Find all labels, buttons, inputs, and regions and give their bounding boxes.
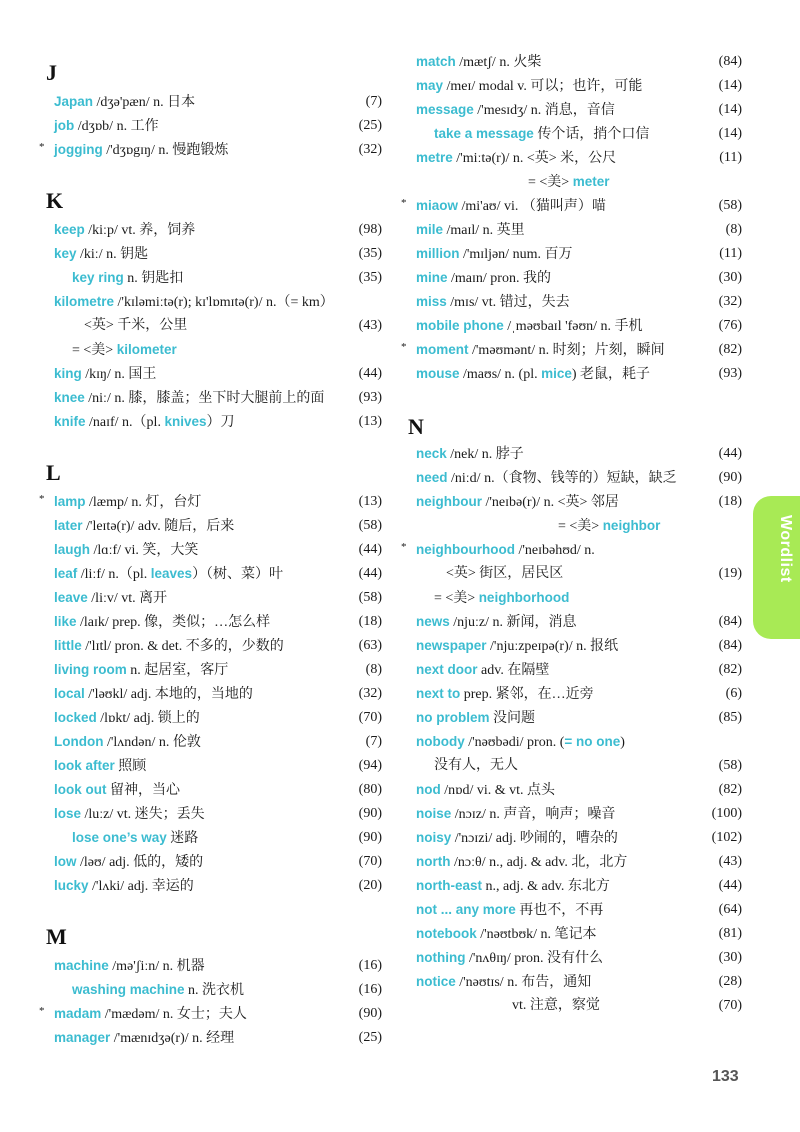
headword: no problem (416, 710, 490, 725)
page-reference: (6) (725, 686, 742, 701)
definition: /'nəʊbədi/ pron. ( (464, 735, 565, 750)
page-reference: (14) (718, 126, 742, 141)
definition: /niːd/ n.（食物、钱等的）短缺，缺乏 (447, 471, 677, 486)
wordlist-entry (46, 267, 386, 289)
headword: noise (416, 806, 452, 821)
section-letter-n: N (408, 414, 424, 439)
variant-headword: mice (541, 366, 572, 381)
wordlist-entry (408, 611, 746, 633)
wordlist-entry (46, 1003, 386, 1025)
headword: low (54, 854, 77, 869)
wordlist-entry (46, 683, 386, 705)
definition: vt. 注意，察觉 (512, 998, 600, 1013)
wordlist-entry (408, 467, 746, 489)
definition: /nek/ n. 脖子 (446, 447, 524, 462)
wordlist-entry (46, 115, 386, 137)
headword: take a message (434, 126, 534, 141)
page-reference: (90) (358, 830, 382, 845)
headword: Japan (54, 94, 94, 109)
wordlist-entry (46, 539, 386, 561)
page-number: 133 (712, 1068, 739, 1085)
page-reference: (63) (358, 638, 382, 653)
page-reference: (30) (718, 950, 742, 965)
page-reference: (64) (718, 902, 742, 917)
definition: /'məʊmənt/ n. 时刻；片刻，瞬间 (468, 343, 665, 358)
page-reference: (58) (718, 198, 742, 213)
headword: washing machine (72, 982, 185, 997)
definition-continued: ) 老鼠，耗子 (571, 367, 651, 382)
wordlist-entry (46, 707, 386, 729)
headword: miaow (416, 198, 459, 213)
wordlist-entry (46, 659, 386, 681)
variant-headword: neighborhood (478, 590, 570, 605)
wordlist-entry (408, 851, 746, 873)
definition: /mi'aʊ/ vi. （猫叫声）喵 (458, 199, 606, 214)
page-reference: (13) (358, 494, 382, 509)
page-reference: (58) (718, 758, 742, 773)
wordlist-entry (46, 243, 386, 265)
definition: /'njuːzpeɪpə(r)/ n. 报纸 (486, 639, 619, 654)
headword: lamp (54, 494, 86, 509)
headword: neighbour (416, 494, 482, 509)
wordlist-entry (408, 731, 746, 753)
headword: king (54, 366, 82, 381)
page-reference: (93) (718, 366, 742, 381)
variant-headword: = no one (564, 734, 621, 749)
wordlist-entry (46, 339, 386, 361)
headword: need (416, 470, 448, 485)
definition: = <美> (558, 519, 603, 534)
wordlist-entry (46, 851, 386, 873)
wordlist-entry (46, 1027, 386, 1049)
definition: /njuːz/ n. 新闻，消息 (449, 615, 577, 630)
variant-headword: knives (164, 414, 207, 429)
definition: /'leɪtə(r)/ adv. 随后，后来 (82, 519, 235, 534)
definition: /'lɪtl/ pron. & det. 不多的，少数的 (81, 639, 284, 654)
page-reference: (20) (358, 878, 382, 893)
page-reference: (28) (718, 974, 742, 989)
page-reference: (43) (358, 318, 382, 333)
definition-continued: ) (620, 735, 625, 750)
variant-headword: neighbor (602, 518, 661, 533)
page-reference: (8) (725, 222, 742, 237)
definition: /'dʒɒgɪŋ/ n. 慢跑锻炼 (102, 143, 229, 158)
page-reference: (32) (358, 686, 382, 701)
headword: look out (54, 782, 107, 797)
headword: million (416, 246, 460, 261)
headword: notice (416, 974, 456, 989)
definition: /niː/ n. 膝，膝盖；坐下时大腿前上的面 (84, 391, 325, 406)
headword: manager (54, 1030, 111, 1045)
headword: moment (416, 342, 469, 357)
wordlist-entry (46, 491, 386, 513)
page-reference: (16) (358, 958, 382, 973)
headword: message (416, 102, 474, 117)
headword: kilometre (54, 294, 115, 309)
page-reference: (76) (718, 318, 742, 333)
headword: north (416, 854, 451, 869)
headword: noisy (416, 830, 452, 845)
definition: /kɪŋ/ n. 国王 (81, 367, 157, 382)
page-reference: (14) (718, 78, 742, 93)
wordlist-entry (408, 243, 746, 265)
wordlist-entry (408, 515, 746, 537)
page-reference: (18) (718, 494, 742, 509)
page-reference: (35) (358, 246, 382, 261)
headword: machine (54, 958, 109, 973)
page-reference: (18) (358, 614, 382, 629)
definition: adv. 在隔壁 (477, 663, 550, 678)
definition: n. 起居室，客厅 (126, 663, 229, 678)
wordlist-entry (408, 219, 746, 241)
headword: neck (416, 446, 447, 461)
definition: 传个话，捎个口信 (533, 127, 650, 142)
wordlist-entry (408, 827, 746, 849)
page-reference: (70) (358, 710, 382, 725)
page-reference: (70) (358, 854, 382, 869)
wordlist-entry (408, 315, 746, 337)
definition: /nɔɪz/ n. 声音，响声；噪音 (451, 807, 616, 822)
wordlist-entry (408, 971, 746, 993)
page-reference: (70) (718, 998, 742, 1013)
section-letter-l: L (46, 460, 61, 485)
wordlist-entry (46, 779, 386, 801)
page-reference: (44) (358, 566, 382, 581)
page-reference: (82) (718, 342, 742, 357)
section-letter-m: M (46, 924, 67, 949)
wordlist-entry (408, 51, 746, 73)
wordlist-entry (408, 659, 746, 681)
headword: knife (54, 414, 86, 429)
definition: prep. 紧邻，在…近旁 (460, 687, 594, 702)
page-reference: (100) (711, 806, 742, 821)
page-reference: (25) (358, 118, 382, 133)
wordlist-entry (408, 171, 746, 193)
definition: /luːz/ vt. 迷失；丢失 (81, 807, 205, 822)
definition: 没有人，无人 (434, 758, 518, 773)
wordlist-entry (408, 75, 746, 97)
wordlist-entry (46, 411, 386, 433)
definition: /mɪs/ vt. 错过，失去 (446, 295, 570, 310)
headword: next to (416, 686, 461, 701)
definition: /laɪk/ prep. 像，类似；…怎么样 (76, 615, 271, 630)
variant-headword: kilometer (116, 342, 177, 357)
headword: next door (416, 662, 478, 677)
definition: /mætʃ/ n. 火柴 (455, 55, 542, 70)
definition: /maɪn/ pron. 我的 (447, 271, 551, 286)
page-reference: (44) (358, 542, 382, 557)
definition: /'mænɪdʒə(r)/ n. 经理 (110, 1031, 235, 1046)
headword: north-east (416, 878, 483, 893)
definition: 没问题 (489, 711, 535, 726)
wordlist-entry (408, 339, 746, 361)
definition: = <美> (72, 343, 117, 358)
definition: /liːv/ vt. 离开 (87, 591, 168, 606)
definition: /lɑːf/ vi. 笑，大笑 (90, 543, 199, 558)
wordlist-entry (46, 803, 386, 825)
wordlist-entry (46, 875, 386, 897)
headword: locked (54, 710, 97, 725)
wordlist-entry (46, 219, 386, 241)
page-reference: (80) (358, 782, 382, 797)
wordlist-entry (46, 139, 386, 161)
page-reference: (102) (711, 830, 742, 845)
definition-continued: ）刀 (206, 415, 235, 430)
page-reference: (44) (718, 446, 742, 461)
section-letter-k: K (46, 188, 64, 213)
wordlist-entry (46, 827, 386, 849)
headword: job (54, 118, 75, 133)
page-reference: (84) (718, 54, 742, 69)
wordlist-entry (408, 147, 746, 169)
definition: 照顾 (114, 759, 147, 774)
definition: /nɒd/ vi. & vt. 点头 (440, 783, 556, 798)
page-reference: (90) (718, 470, 742, 485)
definition: <英> 街区，居民区 (446, 566, 564, 581)
definition: /lɒkt/ adj. 锁上的 (96, 711, 200, 726)
section-letter-j: J (46, 60, 57, 85)
definition: /kiːp/ vt. 养，饲养 (84, 223, 196, 238)
page-reference: (11) (719, 246, 742, 261)
page-reference: (14) (718, 102, 742, 117)
headword: mile (416, 222, 444, 237)
definition: /'lʌki/ adj. 幸运的 (88, 879, 194, 894)
definition: /'neɪbəhʊd/ n. (514, 543, 595, 558)
definition: /kiː/ n. 钥匙 (76, 247, 149, 262)
page-reference: (84) (718, 638, 742, 653)
definition: /'nʌθɪŋ/ pron. 没有什么 (465, 951, 603, 966)
definition: /'nəʊtɪs/ n. 布告，通知 (455, 975, 592, 990)
headword: key (54, 246, 77, 261)
headword: leave (54, 590, 88, 605)
headword: little (54, 638, 82, 653)
headword: look after (54, 758, 115, 773)
definition: /'mædəm/ n. 女士；夫人 (101, 1007, 247, 1022)
wordlist-entry (408, 683, 746, 705)
headword: nod (416, 782, 441, 797)
page-reference: (44) (358, 366, 382, 381)
wordlist-entry (46, 315, 386, 337)
page-reference: (58) (358, 518, 382, 533)
page-reference: (93) (358, 390, 382, 405)
definition: <英> 千米，公里 (84, 318, 188, 333)
page-reference: (98) (358, 222, 382, 237)
definition: 再也不，不再 (515, 903, 604, 918)
headword: London (54, 734, 104, 749)
wordlist-entry (408, 995, 746, 1017)
wordlist-entry (46, 731, 386, 753)
headword: news (416, 614, 450, 629)
page-reference: (43) (718, 854, 742, 869)
headword: local (54, 686, 85, 701)
headword: nothing (416, 950, 466, 965)
variant-headword: meter (572, 174, 610, 189)
wordlist-entry (46, 979, 386, 1001)
variant-headword: leaves (150, 566, 193, 581)
headword: knee (54, 390, 85, 405)
page-reference: (32) (718, 294, 742, 309)
page-reference: (58) (358, 590, 382, 605)
definition: /'ləʊkl/ adj. 本地的，当地的 (84, 687, 253, 702)
headword: nobody (416, 734, 465, 749)
headword: living room (54, 662, 127, 677)
headword: madam (54, 1006, 102, 1021)
headword: keep (54, 222, 85, 237)
page-reference: (7) (365, 94, 382, 109)
wordlist-entry (408, 803, 746, 825)
wordlist-entry (46, 515, 386, 537)
definition: /naɪf/ n.（pl. (85, 415, 165, 430)
wordlist-entry (46, 291, 386, 313)
headword: miss (416, 294, 447, 309)
wordlist-entry (408, 443, 746, 465)
wordlist-entry (408, 635, 746, 657)
page-reference: (90) (358, 806, 382, 821)
wordlist-entry (408, 587, 746, 609)
wordlist-entry (408, 947, 746, 969)
headword: lose (54, 806, 82, 821)
page-reference: (30) (718, 270, 742, 285)
headword: mine (416, 270, 448, 285)
definition-continued: ）（树、菜）叶 (192, 567, 284, 582)
definition: /nɔːθ/ n., adj. & adv. 北，北方 (450, 855, 628, 870)
definition: 迷路 (166, 831, 199, 846)
wordlist-entry (408, 291, 746, 313)
definition: /maɪl/ n. 英里 (443, 223, 525, 238)
wordlist-entry (408, 707, 746, 729)
wordlist-entry (46, 563, 386, 585)
headword: like (54, 614, 77, 629)
headword: neighbourhood (416, 542, 515, 557)
definition: /liːf/ n.（pl. (77, 567, 151, 582)
page-reference: (94) (358, 758, 382, 773)
wordlist-entry (46, 955, 386, 977)
page-reference: (13) (358, 414, 382, 429)
wordlist-entry (46, 611, 386, 633)
headword: may (416, 78, 444, 93)
wordlist-entry (46, 635, 386, 657)
definition: /'nɔɪzi/ adj. 吵闹的，嘈杂的 (451, 831, 618, 846)
page-reference: (7) (365, 734, 382, 749)
wordlist-entry (408, 563, 746, 585)
page-reference: (85) (718, 710, 742, 725)
wordlist-entry (408, 267, 746, 289)
headword: later (54, 518, 83, 533)
wordlist-entry (46, 363, 386, 385)
headword: mobile phone (416, 318, 504, 333)
wordlist-entry (408, 779, 746, 801)
wordlist-entry (408, 491, 746, 513)
wordlist-entry (408, 363, 746, 385)
page-reference: (90) (358, 1006, 382, 1021)
definition: = <美> (528, 175, 573, 190)
definition: /'kɪləmiːtə(r); kɪ'lɒmɪtə(r)/ n.（= km） (114, 295, 334, 310)
wordlist-entry (46, 387, 386, 409)
headword: laugh (54, 542, 90, 557)
definition: /'neɪbə(r)/ n. <英> 邻居 (482, 495, 619, 510)
definition: /maʊs/ n. (pl. (459, 367, 542, 382)
definition: n., adj. & adv. 东北方 (482, 879, 610, 894)
headword: mouse (416, 366, 460, 381)
page-reference: (82) (718, 662, 742, 677)
page-reference: (32) (358, 142, 382, 157)
page-reference: (25) (358, 1030, 382, 1045)
wordlist-entry (408, 899, 746, 921)
page-reference: (44) (718, 878, 742, 893)
definition: /ləʊ/ adj. 低的，矮的 (76, 855, 204, 870)
wordlist-entry (408, 755, 746, 777)
page-reference: (11) (719, 150, 742, 165)
wordlist-entry (408, 99, 746, 121)
wordlist-entry (46, 91, 386, 113)
definition: n. 钥匙扣 (123, 271, 184, 286)
wordlist-entry (408, 195, 746, 217)
wordlist-entry (408, 923, 746, 945)
definition: 留神，当心 (106, 783, 180, 798)
headword: leaf (54, 566, 78, 581)
definition: /meɪ/ modal v. 可以；也许，可能 (443, 79, 643, 94)
definition: /'mesɪdʒ/ n. 消息，音信 (473, 103, 615, 118)
definition: /læmp/ n. 灯，台灯 (85, 495, 202, 510)
wordlist-entry (408, 123, 746, 145)
headword: lose one’s way (72, 830, 167, 845)
page-reference: (35) (358, 270, 382, 285)
headword: key ring (72, 270, 124, 285)
headword: metre (416, 150, 453, 165)
headword: jogging (54, 142, 103, 157)
wordlist-entry (408, 875, 746, 897)
definition: /ˌməʊbaɪl 'fəʊn/ n. 手机 (503, 319, 643, 334)
wordlist-entry (46, 587, 386, 609)
page-reference: (81) (718, 926, 742, 941)
page-reference: (82) (718, 782, 742, 797)
definition: /'nəʊtbʊk/ n. 笔记本 (476, 927, 597, 942)
headword: newspaper (416, 638, 487, 653)
definition: n. 洗衣机 (184, 983, 245, 998)
definition: /mə'ʃiːn/ n. 机器 (108, 959, 205, 974)
page-reference: (84) (718, 614, 742, 629)
wordlist-entry (46, 755, 386, 777)
headword: notebook (416, 926, 477, 941)
page-reference: (8) (365, 662, 382, 677)
definition: /'miːtə(r)/ n. <英> 米，公尺 (452, 151, 617, 166)
page-reference: (19) (718, 566, 742, 581)
headword: match (416, 54, 456, 69)
headword: lucky (54, 878, 89, 893)
wordlist-tab-label: Wordlist (777, 515, 794, 583)
definition: /'lʌndən/ n. 伦敦 (103, 735, 201, 750)
wordlist-entry (408, 539, 746, 561)
page-reference: (16) (358, 982, 382, 997)
definition: = <美> (434, 591, 479, 606)
definition: /'mɪljən/ num. 百万 (459, 247, 573, 262)
headword: not ... any more (416, 902, 516, 917)
definition: /dʒɒb/ n. 工作 (74, 119, 159, 134)
definition: /dʒə'pæn/ n. 日本 (93, 95, 196, 110)
